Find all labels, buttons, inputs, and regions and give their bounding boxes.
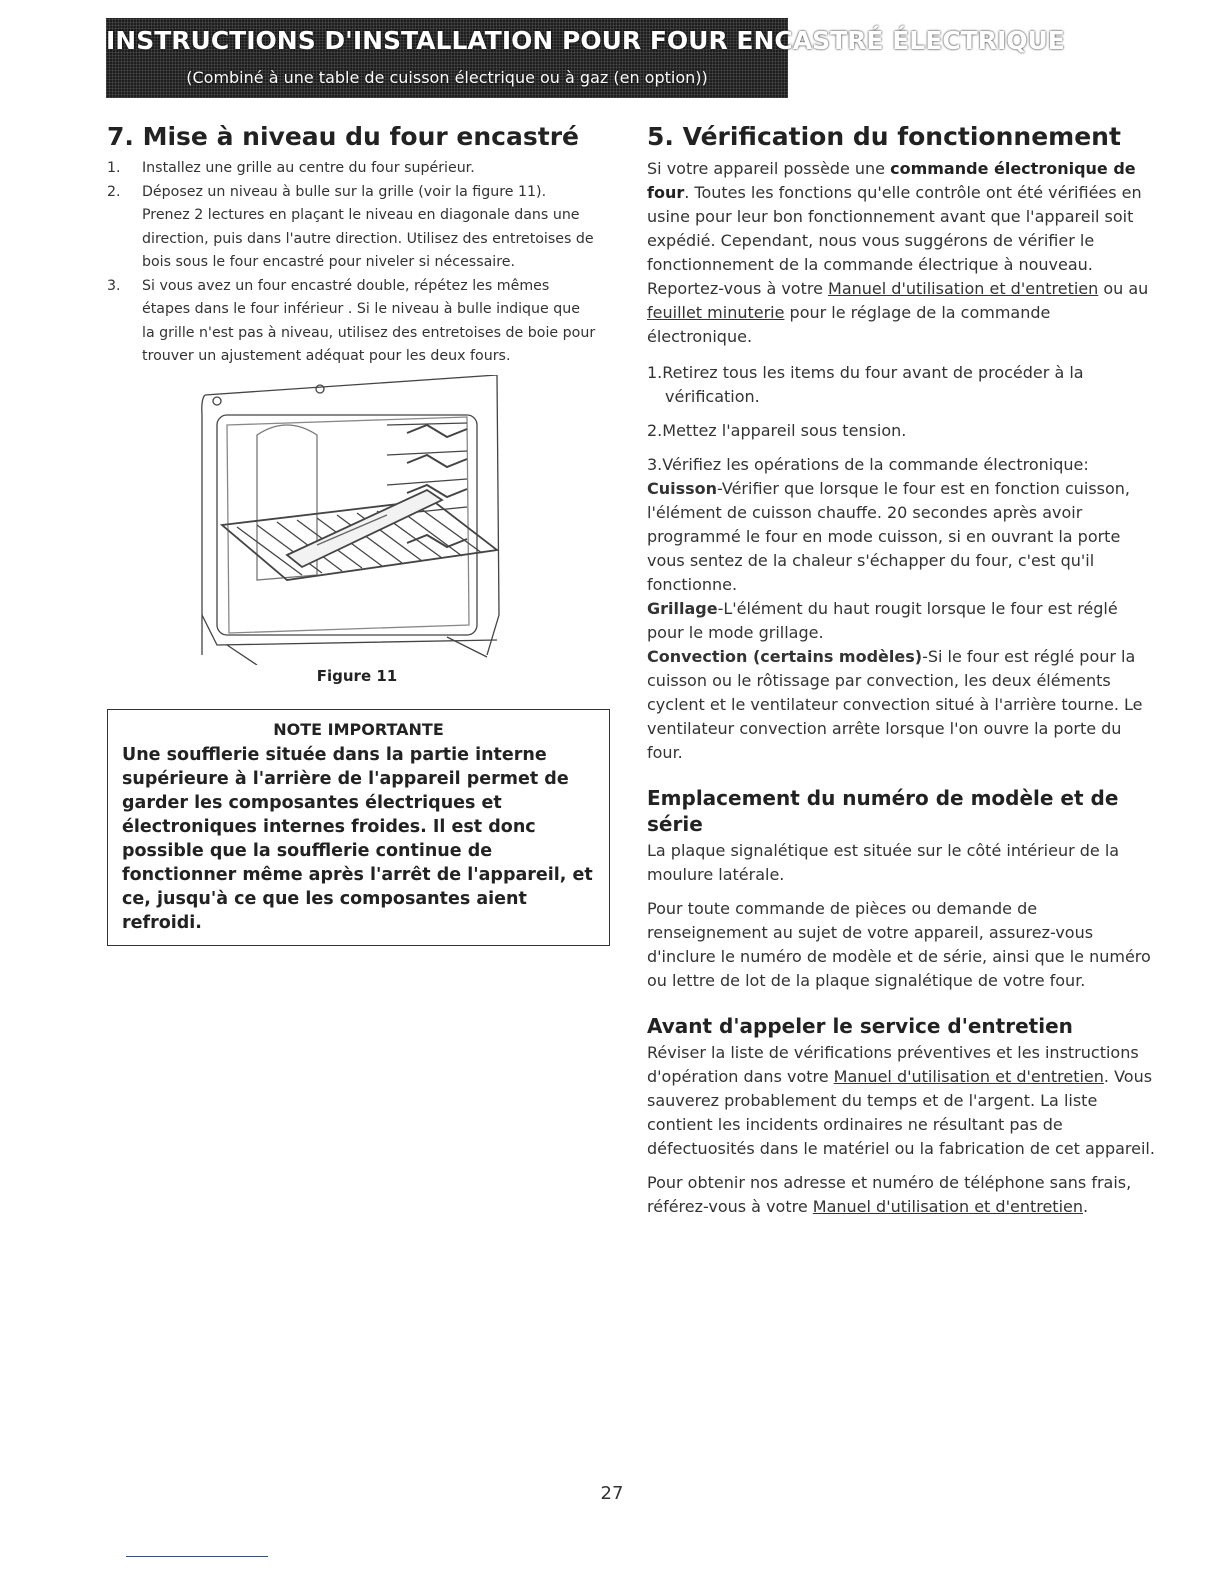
convection-text: -Si le four est réglé pour la cuisson ou le rôtissage par convection, les deux éléments cyclent et le ventilateur convection situé à l'arrière tourne. Le ventilateur convection arrête lorsque l'on ouvre la porte du four. [647, 647, 1143, 762]
intro-text: pour le réglage de la commande électronique. [647, 303, 1051, 346]
text: Réviser la liste de vérifications préventives et les instructions d'opération dans votre [647, 1043, 1139, 1086]
before-service-p2 [647, 1171, 1157, 1219]
section-heading-before-service: Avant d'appeler le service d'entretien [647, 1014, 1073, 1038]
step-number: 2. [107, 183, 121, 200]
model-serial-p2: Pour toute commande de pièces ou demande de renseignement au sujet de votre appareil, assurez-vous d'inclure le numéro de modèle et de série, ainsi que le numéro ou lettre de lot de la plaque signalétique de votre four. [647, 899, 1151, 990]
model-serial-p1: La plaque signalétique est située sur le côté intérieur de la moulure latérale. [647, 841, 1120, 884]
intro-text: Si votre appareil possède une [647, 159, 891, 178]
step-1: 1.Retirez tous les items du four avant de procéder à la vérification. [647, 363, 1084, 406]
before-service-p1 [647, 1041, 1157, 1161]
note-body: Une soufflerie située dans la partie interne supérieure à l'arrière de l'appareil permet de garder les composantes électriques et électroniques internes froides. Il est donc possible que la soufflerie continue de fonctionner même après l'arrêt de l'appareil, et ce, jusqu'à ce que les composantes aient refroidi. [122, 744, 593, 933]
list-item [107, 275, 597, 369]
text: Pour obtenir nos adresse et numéro de téléphone sans frais, référez-vous à votre [647, 1173, 1132, 1216]
figure-caption: Figure 11 [316, 666, 398, 685]
note-title: NOTE IMPORTANTE [273, 719, 444, 739]
verification-steps [647, 361, 1157, 765]
list-item [107, 157, 597, 181]
grillage-text: -L'élément du haut rougit lorsque le four est réglé pour le mode grillage. [647, 599, 1118, 642]
banner-title: INSTRUCTIONS D'INSTALLATION POUR FOUR ENCASTRÉ ÉLECTRIQUE [106, 26, 1065, 55]
manual-reference: Manuel d'utilisation et d'entretien [833, 1067, 1104, 1086]
text: . [1083, 1197, 1089, 1216]
section-heading-model-serial: Emplacement du numéro de modèle et de série [647, 786, 1119, 836]
left-column [107, 122, 597, 946]
section-heading-verification: 5. Vérification du fonctionnement [647, 122, 1121, 151]
cuisson-text: -Vérifier que lorsque le four est en fonction cuisson, l'élément de cuisson chauffe. 20 secondes après avoir programmé le four en mode cuisson, si en ouvrant la porte vous sentez de la chaleur s'échapper du four, c'est qu'il fonctionne. [647, 479, 1131, 594]
convection-label: Convection (certains modèles) [647, 647, 923, 666]
important-note-box [107, 709, 610, 946]
banner-subtitle: (Combiné à une table de cuisson électrique ou à gaz (en option)) [186, 68, 708, 87]
step-number: 3. [107, 277, 121, 294]
text: . Vous sauverez probablement du temps et de l'argent. La liste contient les incidents ordinaires ne résultant pas de défectuosités dans le matériel ou la fabrication de cet appareil. [647, 1067, 1155, 1158]
right-column [647, 122, 1157, 1219]
step-3: 3.Vérifiez les opérations de la commande électronique: [647, 455, 1089, 474]
footer-rule [126, 1556, 268, 1557]
intro-text: . Toutes les fonctions qu'elle contrôle ont été vérifiées en usine pour leur bon fonctionnement avant que l'appareil soit expédié. Cependant, nous vous suggérons de vérifier le fonctionnement de la commande électrique à nouveau. Reportez-vous à votre [647, 183, 1142, 298]
grillage-label: Grillage [647, 599, 718, 618]
step-text: Si vous avez un four encastré double, répétez les mêmes étapes dans le four inférieur . Si le niveau à bulle indique que la grille n'est pas à niveau, utilisez des entretoises de boie pour trouver un ajustement adéquat pour les deux fours. [142, 277, 596, 364]
oven-rack-level-illustration [197, 375, 517, 665]
section-heading-leveling: 7. Mise à niveau du four encastré [107, 122, 579, 151]
cuisson-item [647, 477, 1157, 597]
oven-figure [197, 375, 517, 665]
intro-text: ou au [1098, 279, 1149, 298]
manual-reference: Manuel d'utilisation et d'entretien [812, 1197, 1083, 1216]
grillage-item [647, 597, 1157, 645]
page-number: 27 [600, 1483, 624, 1504]
manual-reference: Manuel d'utilisation et d'entretien [828, 279, 1099, 298]
step-text: Déposez un niveau à bulle sur la grille (voir la figure 11). Prenez 2 lectures en plaçant le niveau en diagonale dans une direction, puis dans l'autre direction. Utilisez des entretoises de bois sous le four encastré pour niveler si nécessaire. [142, 183, 594, 270]
convection-item [647, 645, 1157, 765]
cuisson-label: Cuisson [647, 479, 718, 498]
intro-bold: commande électronique de four [647, 159, 1136, 202]
leveling-steps [107, 157, 597, 369]
list-item [107, 181, 597, 275]
step-number: 1. [107, 160, 121, 176]
verification-intro [647, 157, 1157, 349]
header-banner [106, 18, 1065, 98]
timer-sheet-reference: feuillet minuterie [647, 303, 785, 322]
step-text: Installez une grille au centre du four supérieur. [142, 160, 475, 176]
step-2: 2.Mettez l'appareil sous tension. [647, 421, 907, 440]
